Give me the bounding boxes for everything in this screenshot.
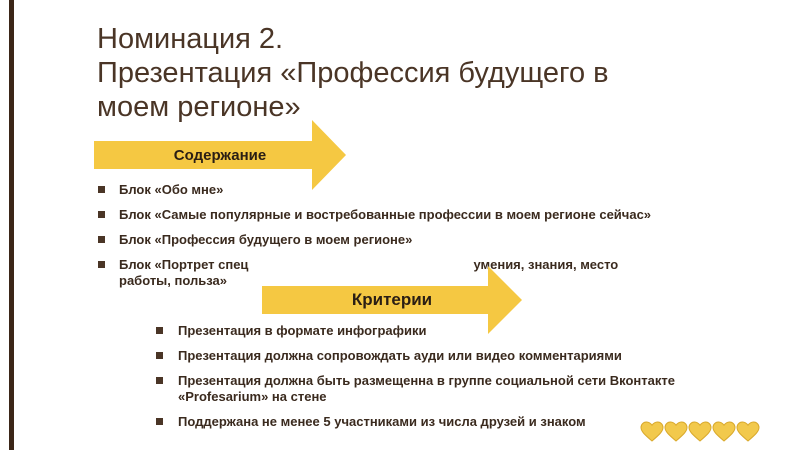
slide-edge [0, 0, 9, 450]
portrait-block-start: Блок «Портрет спец [119, 257, 249, 272]
list-item: Презентация должна быть размещенна в группе социальной сети Вконтакте «Profesarium» на стене [155, 373, 765, 405]
accent-bar [9, 0, 14, 450]
list-item: Блок «Профессия будущего в моем регионе» [97, 232, 707, 248]
content-arrow [94, 120, 346, 190]
list-item: Презентация в формате инфографики [155, 323, 765, 339]
criteria-arrow-label: Критерии [351, 290, 433, 309]
title-line-3: моем регионе» [97, 91, 301, 123]
yellow-heart-icon [688, 420, 712, 444]
yellow-heart-icon [736, 420, 760, 444]
content-arrow-label: Содержание [173, 146, 267, 164]
list-item: Блок «Обо мне» [97, 182, 707, 198]
slide-title [97, 22, 737, 124]
title-line-2: Презентация «Профессия будущего в [97, 57, 609, 89]
list-item: Поддержана не менее 5 участниками из числа друзей и знаком [155, 414, 765, 430]
title-line-1: Номинация 2. [97, 23, 284, 55]
hearts-row [640, 420, 760, 444]
list-item: Блок «Самые популярные и востребованные профессии в моем регионе сейчас» [97, 207, 707, 223]
list-item: Презентация должна сопровождать ауди или видео комментариями [155, 348, 765, 364]
yellow-heart-icon [712, 420, 736, 444]
yellow-heart-icon [640, 420, 664, 444]
portrait-block-line2: работы, польза» [119, 273, 227, 288]
yellow-heart-icon [664, 420, 688, 444]
portrait-block-end: умения, знания, место [473, 257, 619, 272]
